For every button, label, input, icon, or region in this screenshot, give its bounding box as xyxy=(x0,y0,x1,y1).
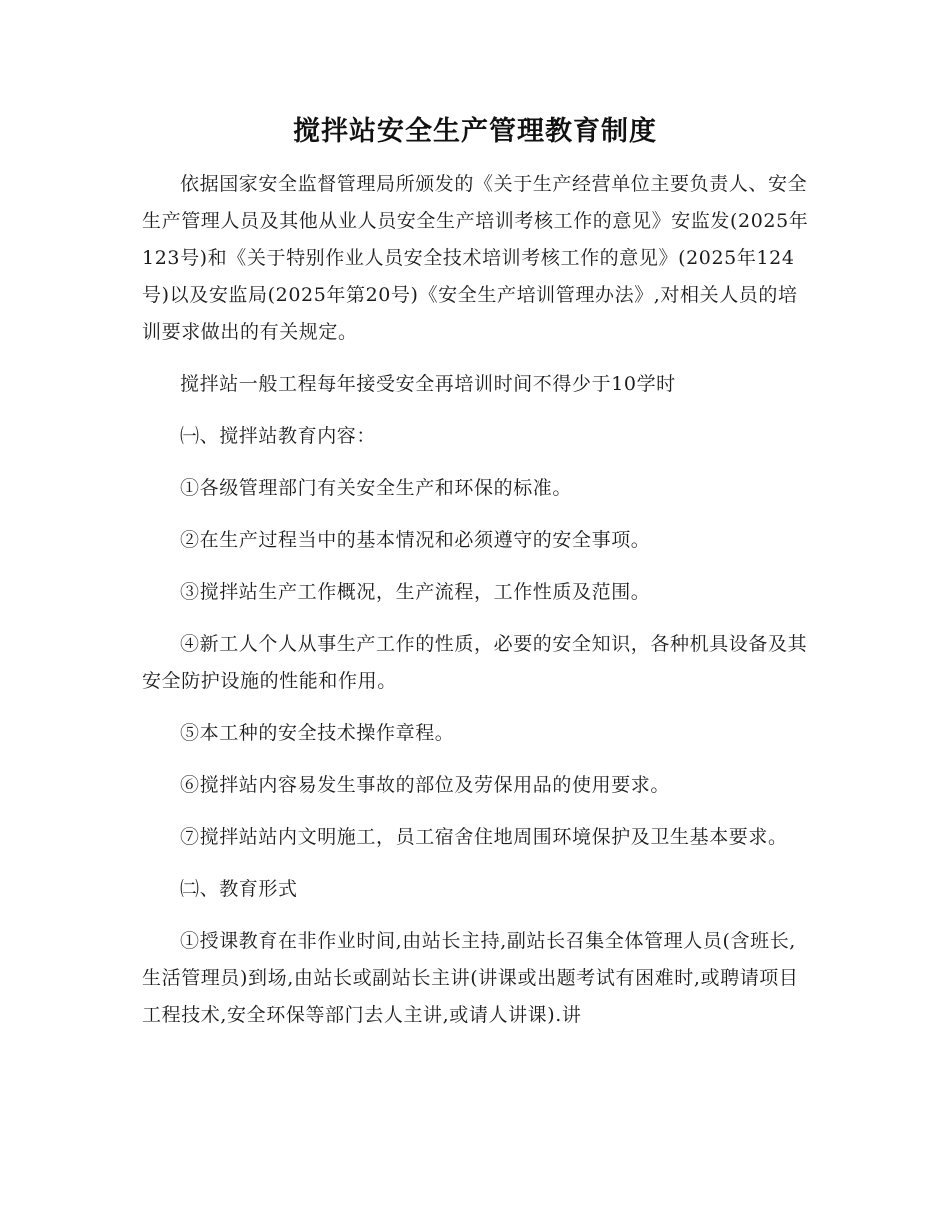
list-item: ③搅拌站生产工作概况，生产流程，工作性质及范围。 xyxy=(180,581,651,603)
list-item: ⑤本工种的安全技术操作章程。 xyxy=(180,722,455,744)
document-body xyxy=(142,166,810,1034)
list-item: ④新工人个人从事生产工作的性质，必要的安全知识，各种机具设备及其安全防护设施的性能和作用。 xyxy=(142,633,808,692)
list-item: ⑦搅拌站站内文明施工，员工宿舍住地周围环境保护及卫生基本要求。 xyxy=(180,826,788,848)
list-item: ①各级管理部门有关安全生产和环保的标准。 xyxy=(180,477,573,499)
training-hours-paragraph: 搅拌站一般工程每年接受安全再培训时间不得少于10学时 xyxy=(180,373,676,395)
list-item: ②在生产过程当中的基本情况和必须遵守的安全事项。 xyxy=(180,529,651,551)
section-heading-education-content: ㈠、搅拌站教育内容： xyxy=(180,425,377,447)
intro-paragraph: 依据国家安全监督管理局所颁发的《关于生产经营单位主要负责人、安全生产管理人员及其他从业人员安全生产培训考核工作的意见》安监发(2025年123号)和《关于特别作业人员安全技术培训考核工作的意见》(2025年124号)以及安监局(2025年第20号)《安全生产培训管理办法》,对相关人员的培训要求做出的有关规定。 xyxy=(142,173,809,343)
list-item: ⑥搅拌站内容易发生事故的部位及劳保用品的使用要求。 xyxy=(180,774,671,796)
document-title: 搅拌站安全生产管理教育制度 xyxy=(293,116,657,147)
list-item: ①授课教育在非作业时间,由站长主持,副站长召集全体管理人员(含班长,生活管理员)到场,由站长或副站长主讲(讲课或出题考试有困难时,或聘请项目工程技术,安全环保等部门去人主讲,或请人讲课).讲 xyxy=(142,930,799,1026)
section-heading-education-form: ㈡、教育形式 xyxy=(180,878,298,900)
